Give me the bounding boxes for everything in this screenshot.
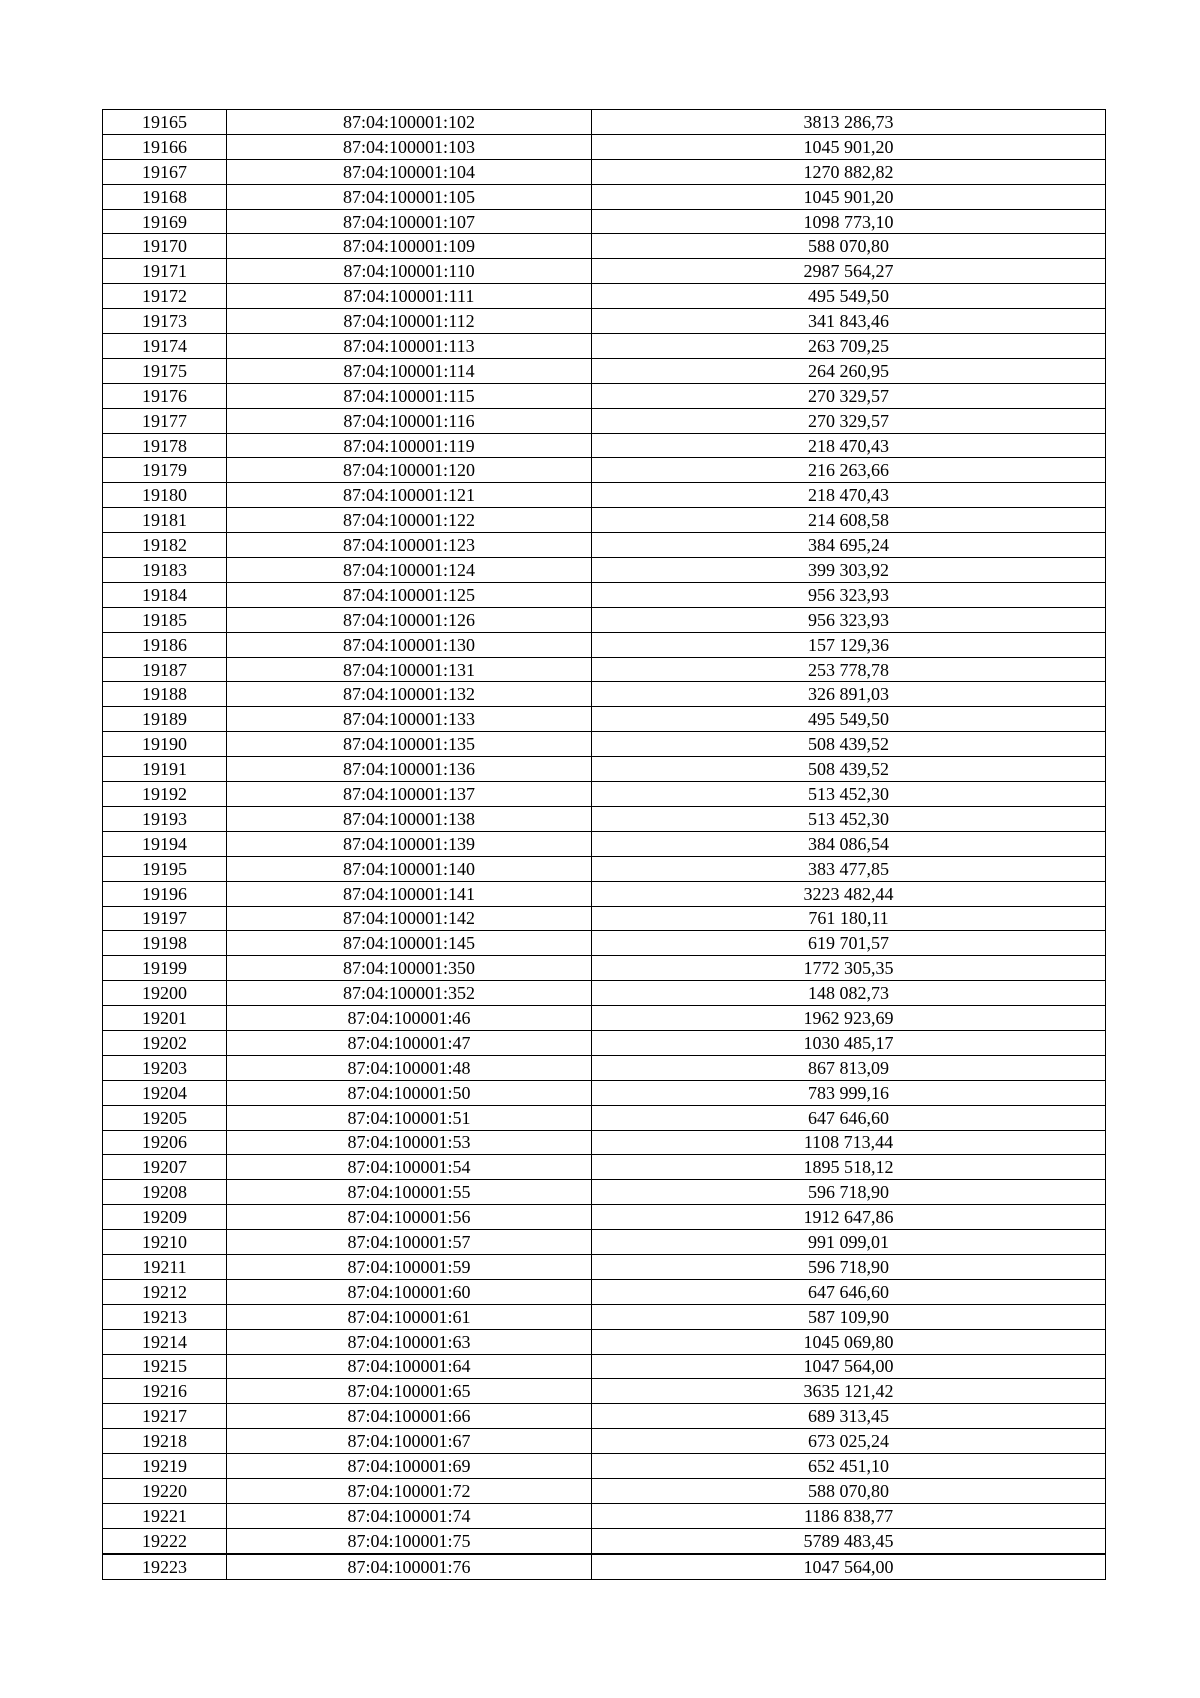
cadastral-number-cell: 87:04:100001:102 <box>227 110 592 135</box>
cadastral-value-cell: 647 646,60 <box>592 1105 1106 1130</box>
table-row <box>103 1130 1106 1155</box>
cadastral-number-cell: 87:04:100001:136 <box>227 757 592 782</box>
cadastral-number-cell: 87:04:100001:51 <box>227 1105 592 1130</box>
row-number-cell: 19214 <box>103 1329 227 1354</box>
table-row <box>103 1404 1106 1429</box>
row-number-cell: 19196 <box>103 881 227 906</box>
cadastral-value-cell: 588 070,80 <box>592 234 1106 259</box>
table-row <box>103 1055 1106 1080</box>
cadastral-number-cell: 87:04:100001:132 <box>227 682 592 707</box>
row-number-cell: 19212 <box>103 1279 227 1304</box>
cadastral-value-cell: 253 778,78 <box>592 657 1106 682</box>
cadastral-number-cell: 87:04:100001:130 <box>227 632 592 657</box>
cadastral-number-cell: 87:04:100001:120 <box>227 458 592 483</box>
cadastral-number-cell: 87:04:100001:105 <box>227 184 592 209</box>
table-row <box>103 657 1106 682</box>
table-row <box>103 1254 1106 1279</box>
cadastral-value-cell: 1962 923,69 <box>592 1006 1106 1031</box>
table-row <box>103 632 1106 657</box>
row-number-cell: 19204 <box>103 1080 227 1105</box>
cadastral-number-cell: 87:04:100001:138 <box>227 806 592 831</box>
cadastral-value-cell: 689 313,45 <box>592 1404 1106 1429</box>
row-number-cell: 19210 <box>103 1230 227 1255</box>
cadastral-value-cell: 1047 564,00 <box>592 1554 1106 1579</box>
table-row <box>103 881 1106 906</box>
table-row <box>103 1230 1106 1255</box>
table-row <box>103 433 1106 458</box>
cadastral-value-cell: 1030 485,17 <box>592 1030 1106 1055</box>
cadastral-value-cell: 157 129,36 <box>592 632 1106 657</box>
row-number-cell: 19188 <box>103 682 227 707</box>
cadastral-number-cell: 87:04:100001:75 <box>227 1528 592 1553</box>
cadastral-number-cell: 87:04:100001:60 <box>227 1279 592 1304</box>
row-number-cell: 19217 <box>103 1404 227 1429</box>
cadastral-number-cell: 87:04:100001:56 <box>227 1205 592 1230</box>
table-row <box>103 981 1106 1006</box>
row-number-cell: 19198 <box>103 931 227 956</box>
cadastral-value-cell: 1772 305,35 <box>592 956 1106 981</box>
cadastral-value-cell: 270 329,57 <box>592 408 1106 433</box>
cadastral-number-cell: 87:04:100001:57 <box>227 1230 592 1255</box>
cadastral-number-cell: 87:04:100001:46 <box>227 1006 592 1031</box>
row-number-cell: 19200 <box>103 981 227 1006</box>
table-row <box>103 956 1106 981</box>
table-row <box>103 558 1106 583</box>
cadastral-number-cell: 87:04:100001:109 <box>227 234 592 259</box>
cadastral-number-cell: 87:04:100001:67 <box>227 1429 592 1454</box>
cadastral-number-cell: 87:04:100001:145 <box>227 931 592 956</box>
cadastral-number-cell: 87:04:100001:140 <box>227 856 592 881</box>
cadastral-value-cell: 1186 838,77 <box>592 1503 1106 1528</box>
table-row <box>103 508 1106 533</box>
row-number-cell: 19190 <box>103 732 227 757</box>
row-number-cell: 19167 <box>103 159 227 184</box>
table-row <box>103 284 1106 309</box>
cadastral-value-cell: 513 452,30 <box>592 782 1106 807</box>
cadastral-number-cell: 87:04:100001:125 <box>227 582 592 607</box>
table-row <box>103 1554 1106 1579</box>
row-number-cell: 19178 <box>103 433 227 458</box>
table-row <box>103 110 1106 135</box>
row-number-cell: 19197 <box>103 906 227 931</box>
row-number-cell: 19221 <box>103 1503 227 1528</box>
cadastral-value-cell: 596 718,90 <box>592 1254 1106 1279</box>
table-row <box>103 757 1106 782</box>
table-body <box>103 110 1106 1580</box>
cadastral-number-cell: 87:04:100001:76 <box>227 1554 592 1579</box>
cadastral-value-cell: 218 470,43 <box>592 433 1106 458</box>
cadastral-number-cell: 87:04:100001:142 <box>227 906 592 931</box>
cadastral-number-cell: 87:04:100001:107 <box>227 209 592 234</box>
table-row <box>103 1180 1106 1205</box>
table-row <box>103 732 1106 757</box>
table-row <box>103 707 1106 732</box>
row-number-cell: 19176 <box>103 383 227 408</box>
cadastral-number-cell: 87:04:100001:54 <box>227 1155 592 1180</box>
table-row <box>103 533 1106 558</box>
row-number-cell: 19189 <box>103 707 227 732</box>
cadastral-value-cell: 1895 518,12 <box>592 1155 1106 1180</box>
cadastral-value-cell: 384 086,54 <box>592 831 1106 856</box>
table-row <box>103 209 1106 234</box>
row-number-cell: 19170 <box>103 234 227 259</box>
cadastral-value-cell: 3223 482,44 <box>592 881 1106 906</box>
row-number-cell: 19207 <box>103 1155 227 1180</box>
cadastral-value-table <box>102 109 1106 1580</box>
row-number-cell: 19219 <box>103 1454 227 1479</box>
table-row <box>103 408 1106 433</box>
cadastral-value-cell: 2987 564,27 <box>592 259 1106 284</box>
row-number-cell: 19172 <box>103 284 227 309</box>
row-number-cell: 19206 <box>103 1130 227 1155</box>
row-number-cell: 19185 <box>103 607 227 632</box>
row-number-cell: 19166 <box>103 134 227 159</box>
row-number-cell: 19168 <box>103 184 227 209</box>
table-row <box>103 358 1106 383</box>
table-row <box>103 259 1106 284</box>
cadastral-number-cell: 87:04:100001:74 <box>227 1503 592 1528</box>
table-row <box>103 234 1106 259</box>
row-number-cell: 19209 <box>103 1205 227 1230</box>
row-number-cell: 19183 <box>103 558 227 583</box>
table-row <box>103 1454 1106 1479</box>
row-number-cell: 19169 <box>103 209 227 234</box>
row-number-cell: 19216 <box>103 1379 227 1404</box>
cadastral-value-cell: 384 695,24 <box>592 533 1106 558</box>
cadastral-number-cell: 87:04:100001:55 <box>227 1180 592 1205</box>
row-number-cell: 19182 <box>103 533 227 558</box>
cadastral-value-cell: 399 303,92 <box>592 558 1106 583</box>
cadastral-number-cell: 87:04:100001:66 <box>227 1404 592 1429</box>
cadastral-value-cell: 495 549,50 <box>592 284 1106 309</box>
table-row <box>103 134 1106 159</box>
cadastral-value-cell: 991 099,01 <box>592 1230 1106 1255</box>
row-number-cell: 19199 <box>103 956 227 981</box>
cadastral-value-cell: 1912 647,86 <box>592 1205 1106 1230</box>
row-number-cell: 19177 <box>103 408 227 433</box>
row-number-cell: 19202 <box>103 1030 227 1055</box>
cadastral-number-cell: 87:04:100001:53 <box>227 1130 592 1155</box>
cadastral-value-cell: 326 891,03 <box>592 682 1106 707</box>
cadastral-value-cell: 1045 069,80 <box>592 1329 1106 1354</box>
cadastral-number-cell: 87:04:100001:61 <box>227 1304 592 1329</box>
cadastral-number-cell: 87:04:100001:350 <box>227 956 592 981</box>
row-number-cell: 19181 <box>103 508 227 533</box>
cadastral-value-cell: 619 701,57 <box>592 931 1106 956</box>
cadastral-value-cell: 596 718,90 <box>592 1180 1106 1205</box>
table-row <box>103 1105 1106 1130</box>
row-number-cell: 19222 <box>103 1528 227 1553</box>
row-number-cell: 19195 <box>103 856 227 881</box>
row-number-cell: 19171 <box>103 259 227 284</box>
cadastral-number-cell: 87:04:100001:131 <box>227 657 592 682</box>
cadastral-value-cell: 1045 901,20 <box>592 134 1106 159</box>
cadastral-value-cell: 652 451,10 <box>592 1454 1106 1479</box>
cadastral-number-cell: 87:04:100001:103 <box>227 134 592 159</box>
cadastral-value-cell: 341 843,46 <box>592 309 1106 334</box>
cadastral-value-cell: 508 439,52 <box>592 757 1106 782</box>
cadastral-number-cell: 87:04:100001:50 <box>227 1080 592 1105</box>
table-row <box>103 458 1106 483</box>
cadastral-number-cell: 87:04:100001:124 <box>227 558 592 583</box>
table-row <box>103 1379 1106 1404</box>
cadastral-value-cell: 587 109,90 <box>592 1304 1106 1329</box>
cadastral-value-cell: 647 646,60 <box>592 1279 1106 1304</box>
cadastral-number-cell: 87:04:100001:63 <box>227 1329 592 1354</box>
table-row <box>103 1354 1106 1379</box>
table-row <box>103 1080 1106 1105</box>
table-row <box>103 1304 1106 1329</box>
cadastral-number-cell: 87:04:100001:126 <box>227 607 592 632</box>
table-row <box>103 582 1106 607</box>
row-number-cell: 19186 <box>103 632 227 657</box>
cadastral-number-cell: 87:04:100001:122 <box>227 508 592 533</box>
row-number-cell: 19187 <box>103 657 227 682</box>
cadastral-value-cell: 513 452,30 <box>592 806 1106 831</box>
row-number-cell: 19213 <box>103 1304 227 1329</box>
cadastral-value-cell: 270 329,57 <box>592 383 1106 408</box>
cadastral-value-cell: 148 082,73 <box>592 981 1106 1006</box>
row-number-cell: 19184 <box>103 582 227 607</box>
table-row <box>103 1279 1106 1304</box>
cadastral-number-cell: 87:04:100001:64 <box>227 1354 592 1379</box>
table-row <box>103 1429 1106 1454</box>
table-row <box>103 782 1106 807</box>
cadastral-value-cell: 867 813,09 <box>592 1055 1106 1080</box>
cadastral-number-cell: 87:04:100001:116 <box>227 408 592 433</box>
cadastral-number-cell: 87:04:100001:114 <box>227 358 592 383</box>
row-number-cell: 19208 <box>103 1180 227 1205</box>
cadastral-value-cell: 1098 773,10 <box>592 209 1106 234</box>
row-number-cell: 19194 <box>103 831 227 856</box>
cadastral-value-cell: 3635 121,42 <box>592 1379 1106 1404</box>
cadastral-number-cell: 87:04:100001:139 <box>227 831 592 856</box>
cadastral-value-cell: 264 260,95 <box>592 358 1106 383</box>
cadastral-number-cell: 87:04:100001:123 <box>227 533 592 558</box>
cadastral-value-cell: 1045 901,20 <box>592 184 1106 209</box>
cadastral-number-cell: 87:04:100001:48 <box>227 1055 592 1080</box>
table-row <box>103 1329 1106 1354</box>
cadastral-value-cell: 5789 483,45 <box>592 1528 1106 1553</box>
table-row <box>103 184 1106 209</box>
cadastral-number-cell: 87:04:100001:111 <box>227 284 592 309</box>
row-number-cell: 19218 <box>103 1429 227 1454</box>
cadastral-number-cell: 87:04:100001:72 <box>227 1478 592 1503</box>
row-number-cell: 19174 <box>103 334 227 359</box>
table-row <box>103 1528 1106 1553</box>
table-row <box>103 931 1106 956</box>
cadastral-number-cell: 87:04:100001:352 <box>227 981 592 1006</box>
table-row <box>103 1478 1106 1503</box>
cadastral-number-cell: 87:04:100001:110 <box>227 259 592 284</box>
cadastral-number-cell: 87:04:100001:135 <box>227 732 592 757</box>
cadastral-value-cell: 1047 564,00 <box>592 1354 1106 1379</box>
row-number-cell: 19215 <box>103 1354 227 1379</box>
row-number-cell: 19205 <box>103 1105 227 1130</box>
cadastral-number-cell: 87:04:100001:47 <box>227 1030 592 1055</box>
row-number-cell: 19175 <box>103 358 227 383</box>
cadastral-value-cell: 673 025,24 <box>592 1429 1106 1454</box>
cadastral-number-cell: 87:04:100001:69 <box>227 1454 592 1479</box>
cadastral-number-cell: 87:04:100001:121 <box>227 483 592 508</box>
cadastral-number-cell: 87:04:100001:137 <box>227 782 592 807</box>
table-row <box>103 309 1106 334</box>
table-row <box>103 856 1106 881</box>
table-row <box>103 334 1106 359</box>
row-number-cell: 19192 <box>103 782 227 807</box>
cadastral-value-cell: 383 477,85 <box>592 856 1106 881</box>
cadastral-value-cell: 508 439,52 <box>592 732 1106 757</box>
table-row <box>103 682 1106 707</box>
cadastral-value-cell: 956 323,93 <box>592 582 1106 607</box>
table-row <box>103 383 1106 408</box>
table-row <box>103 1006 1106 1031</box>
cadastral-value-cell: 3813 286,73 <box>592 110 1106 135</box>
cadastral-value-cell: 956 323,93 <box>592 607 1106 632</box>
table-row <box>103 483 1106 508</box>
cadastral-value-cell: 761 180,11 <box>592 906 1106 931</box>
table-row <box>103 1155 1106 1180</box>
table-row <box>103 1030 1106 1055</box>
cadastral-number-cell: 87:04:100001:133 <box>227 707 592 732</box>
cadastral-number-cell: 87:04:100001:104 <box>227 159 592 184</box>
cadastral-number-cell: 87:04:100001:115 <box>227 383 592 408</box>
cadastral-value-cell: 216 263,66 <box>592 458 1106 483</box>
row-number-cell: 19165 <box>103 110 227 135</box>
row-number-cell: 19211 <box>103 1254 227 1279</box>
cadastral-value-cell: 214 608,58 <box>592 508 1106 533</box>
row-number-cell: 19179 <box>103 458 227 483</box>
table-row <box>103 806 1106 831</box>
cadastral-value-cell: 588 070,80 <box>592 1478 1106 1503</box>
row-number-cell: 19203 <box>103 1055 227 1080</box>
table-row <box>103 1503 1106 1528</box>
row-number-cell: 19220 <box>103 1478 227 1503</box>
row-number-cell: 19191 <box>103 757 227 782</box>
cadastral-number-cell: 87:04:100001:113 <box>227 334 592 359</box>
cadastral-value-cell: 783 999,16 <box>592 1080 1106 1105</box>
cadastral-number-cell: 87:04:100001:119 <box>227 433 592 458</box>
cadastral-value-cell: 1108 713,44 <box>592 1130 1106 1155</box>
table-row <box>103 607 1106 632</box>
cadastral-value-cell: 495 549,50 <box>592 707 1106 732</box>
cadastral-number-cell: 87:04:100001:59 <box>227 1254 592 1279</box>
table-row <box>103 831 1106 856</box>
table-row <box>103 159 1106 184</box>
row-number-cell: 19193 <box>103 806 227 831</box>
row-number-cell: 19180 <box>103 483 227 508</box>
cadastral-number-cell: 87:04:100001:65 <box>227 1379 592 1404</box>
row-number-cell: 19223 <box>103 1554 227 1579</box>
row-number-cell: 19201 <box>103 1006 227 1031</box>
table-row <box>103 1205 1106 1230</box>
cadastral-number-cell: 87:04:100001:141 <box>227 881 592 906</box>
cadastral-value-cell: 218 470,43 <box>592 483 1106 508</box>
cadastral-value-cell: 263 709,25 <box>592 334 1106 359</box>
row-number-cell: 19173 <box>103 309 227 334</box>
cadastral-number-cell: 87:04:100001:112 <box>227 309 592 334</box>
table-row <box>103 906 1106 931</box>
cadastral-value-cell: 1270 882,82 <box>592 159 1106 184</box>
